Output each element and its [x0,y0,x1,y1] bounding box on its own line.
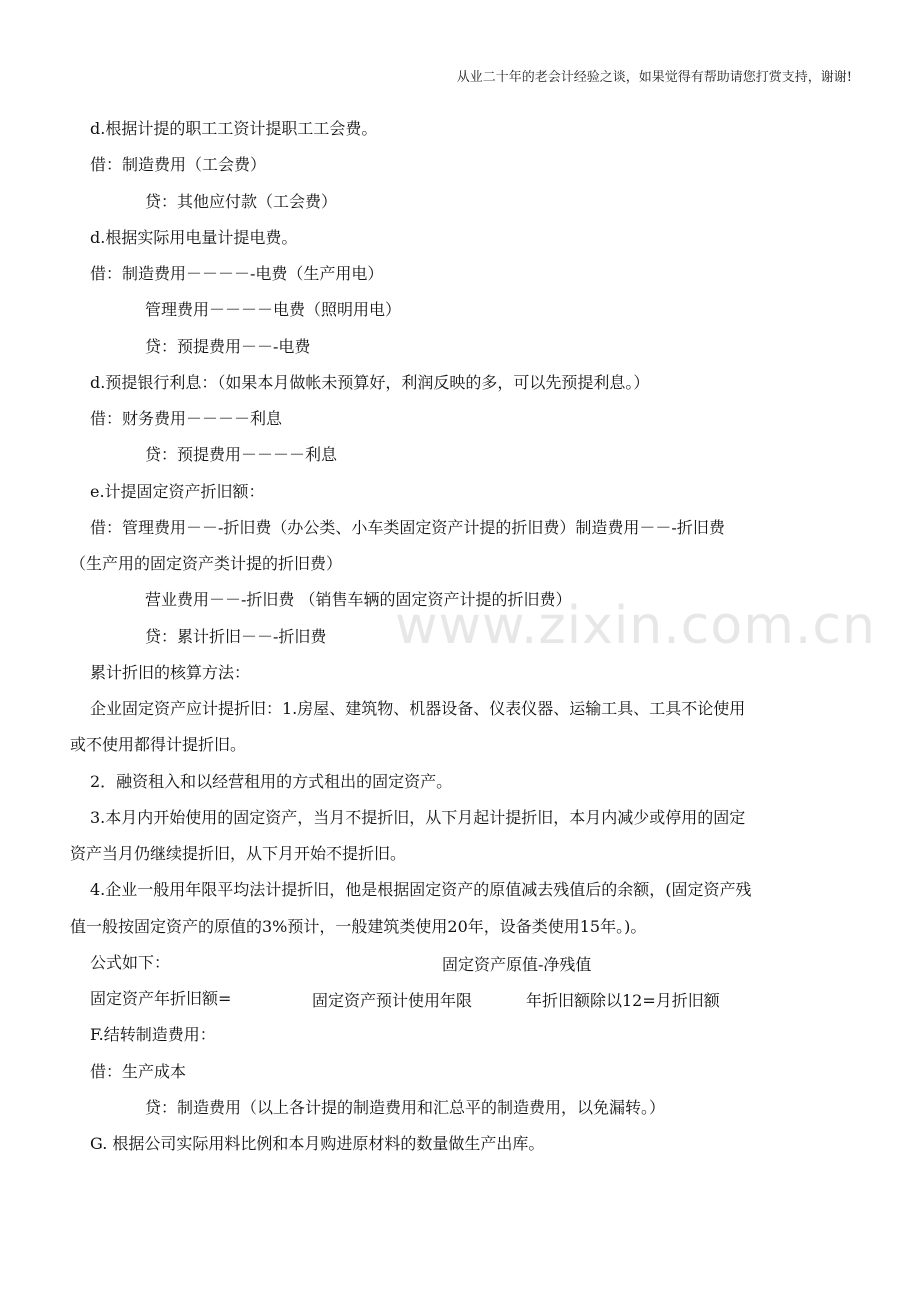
text-line: 借：财务费用－－－－利息 [90,409,283,428]
text-line: 4.企业一般用年限平均法计提折旧，他是根据固定资产的原值减去残值后的余额，(固定资产残 [90,880,752,899]
text-line: d.根据实际用电量计提电费。 [90,228,298,247]
text-line: 企业固定资产应计提折旧：1.房屋、建筑物、机器设备、仪表仪器、运输工具、工具不论使用 [90,699,746,718]
text-line: e.计提固定资产折旧额： [90,482,265,501]
watermark: www.zixin.com.cn [395,596,876,656]
text-line: d.根据计提的职工工资计提职工工会费。 [90,119,378,138]
formula-label: 公式如下： [90,953,171,972]
text-line: 值一般按固定资产的原值的3%预计，一般建筑类使用20年，设备类使用15年。)。 [70,917,647,936]
text-line: 累计折旧的核算方法： [90,663,251,682]
text-line: 贷：制造费用（以上各计提的制造费用和汇总平的制造费用，以免漏转。） [145,1098,666,1117]
formula-numerator: 固定资产原值-净残值 [442,955,592,974]
text-line: 贷：预提费用－－-电费 [145,337,311,356]
text-line: 2．融资租入和以经营租用的方式租出的固定资产。 [90,772,453,791]
text-line: d.预提银行利息：（如果本月做帐未预算好，利润反映的多，可以先预提利息。） [90,373,650,392]
text-line: 贷：其他应付款（工会费） [145,192,338,211]
text-line: 贷：预提费用－－－－利息 [145,445,338,464]
formula-denominator: 固定资产预计使用年限 [312,991,473,1010]
text-line: 借：生产成本 [90,1062,187,1081]
text-line: 借：制造费用（工会费） [90,155,267,174]
text-line: （生产用的固定资产类计提的折旧费） [70,554,343,573]
text-line: 或不使用都得计提折旧。 [70,735,247,754]
text-line: 资产当月仍继续提折旧，从下月开始不提折旧。 [70,844,407,863]
formula-lhs: 固定资产年折旧额= [90,989,232,1008]
text-line: 3.本月内开始使用的固定资产，当月不提折旧，从下月起计提折旧，本月内减少或停用的固定 [90,808,746,827]
text-line: F.结转制造费用： [90,1025,216,1044]
text-line: G. 根据公司实际用料比例和本月购进原材料的数量做生产出库。 [90,1134,545,1153]
text-line: 借：管理费用－－-折旧费（办公类、小车类固定资产计提的折旧费）制造费用－－-折旧费 [90,518,725,537]
text-line: 借：制造费用－－－－-电费（生产用电） [90,264,384,283]
formula-monthly: 年折旧额除以12=月折旧额 [526,991,720,1010]
header-note: 从业二十年的老会计经验之谈，如果觉得有帮助请您打赏支持，谢谢! [456,70,852,85]
text-line: 贷：累计折旧－－-折旧费 [145,627,327,646]
text-line: 管理费用－－－－电费（照明用电） [145,300,402,319]
text-line: 营业费用－－-折旧费 （销售车辆的固定资产计提的折旧费） [145,590,572,609]
